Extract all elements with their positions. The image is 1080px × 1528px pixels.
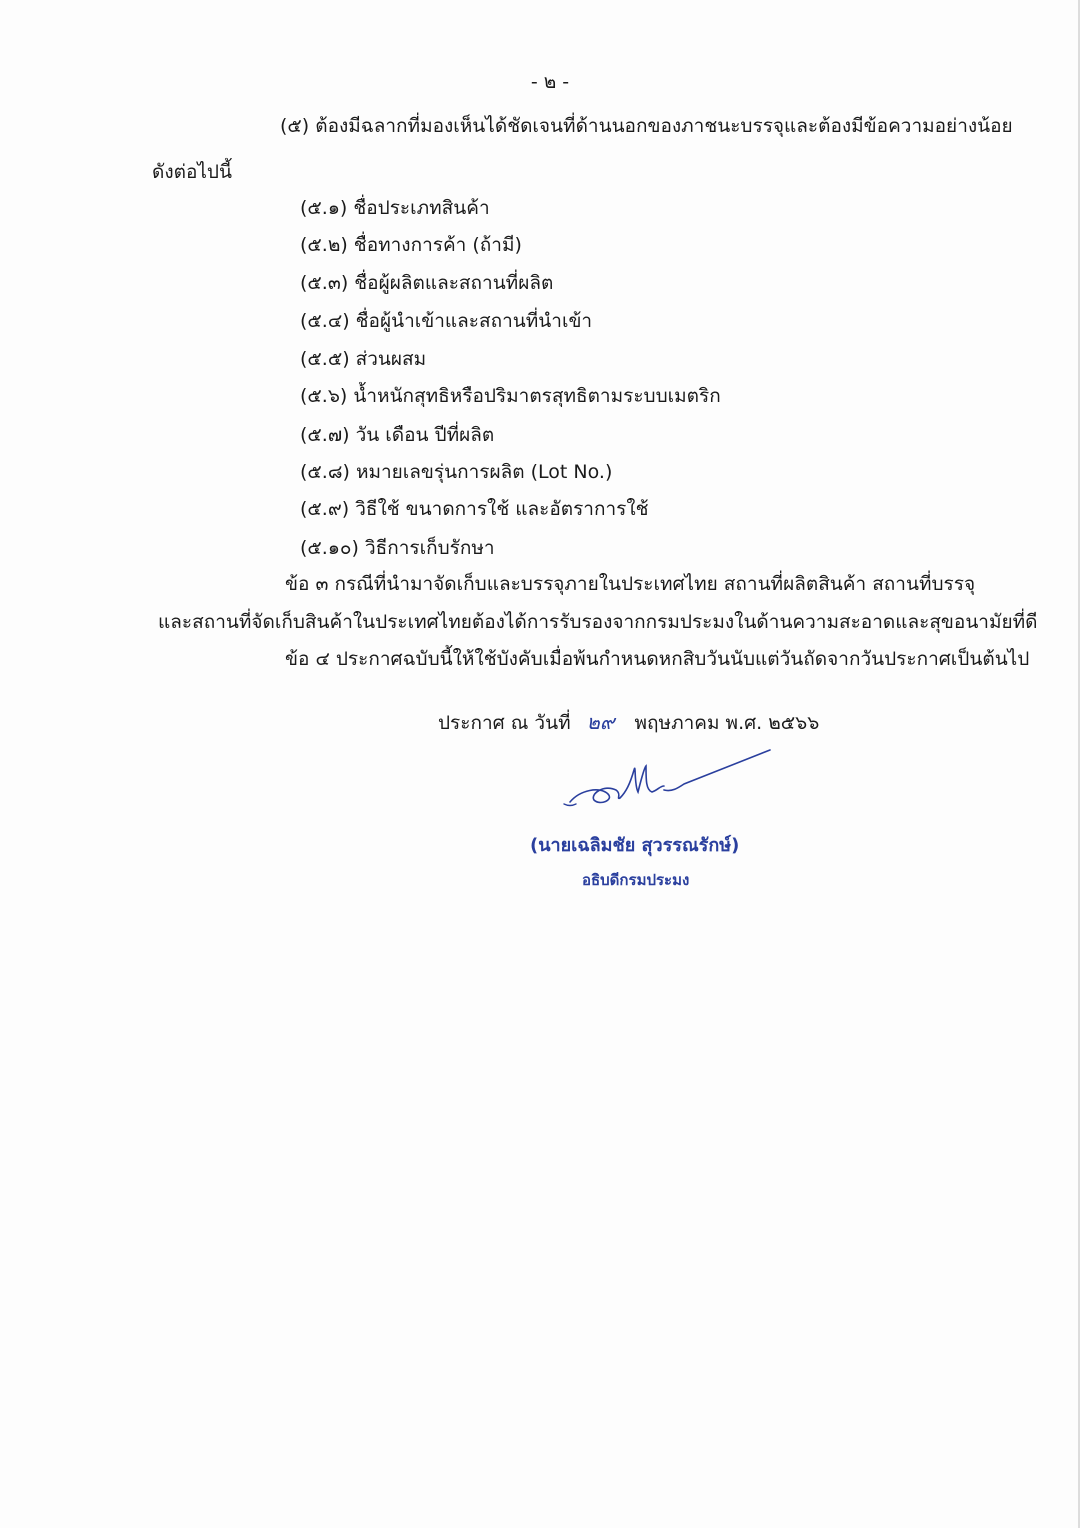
signer-name: (นายเฉลิมชัย สุวรรณรักษ์) xyxy=(530,835,740,856)
section5-item: (๕.๓) ชื่อผู้ผลิตและสถานที่ผลิต xyxy=(300,272,554,294)
clause-3-line-2: และสถานที่จัดเก็บสินค้าในประเทศไทยต้องได้การรับรองจากกรมประมงในด้านความสะอาดและสุขอนามัยที่ดี xyxy=(158,611,1038,633)
signer-title: อธิบดีกรมประมง xyxy=(582,871,690,889)
section5-item: (๕.๙) วิธีใช้ ขนาดการใช้ และอัตราการใช้ xyxy=(300,498,649,520)
section5-intro-continued: ดังต่อไปนี้ xyxy=(152,161,232,183)
section5-item: (๕.๕) ส่วนผสม xyxy=(300,348,427,370)
announcement-month-year: พฤษภาคม พ.ศ. ๒๕๖๖ xyxy=(634,712,820,734)
section5-item: (๕.๑) ชื่อประเภทสินค้า xyxy=(300,197,490,219)
handwritten-signature xyxy=(560,740,780,820)
section5-item: (๕.๖) น้ำหนักสุทธิหรือปริมาตรสุทธิตามระบบเมตริก xyxy=(300,385,721,407)
announcement-prefix: ประกาศ ณ วันที่ xyxy=(438,712,571,734)
clause-4: ข้อ ๔ ประกาศฉบับนี้ให้ใช้บังคับเมื่อพ้นกำหนดหกสิบวันนับแต่วันถัดจากวันประกาศเป็นต้นไป xyxy=(285,648,1030,670)
section5-item: (๕.๘) หมายเลขรุ่นการผลิต (Lot No.) xyxy=(300,461,613,483)
section5-intro: (๕) ต้องมีฉลากที่มองเห็นได้ชัดเจนที่ด้านนอกของภาชนะบรรจุและต้องมีข้อความอย่างน้อย xyxy=(280,115,1013,137)
handwritten-day: ๒๙ xyxy=(586,710,615,734)
section5-item: (๕.๗) วัน เดือน ปีที่ผลิต xyxy=(300,424,495,446)
section5-item: (๕.๑๐) วิธีการเก็บรักษา xyxy=(300,537,495,559)
clause-3-line-1: ข้อ ๓ กรณีที่นำมาจัดเก็บและบรรจุภายในประเทศไทย สถานที่ผลิตสินค้า สถานที่บรรจุ xyxy=(285,573,976,595)
section5-item: (๕.๒) ชื่อทางการค้า (ถ้ามี) xyxy=(300,234,522,256)
page-number: - ๒ - xyxy=(530,71,570,93)
announcement-date xyxy=(438,708,819,737)
section5-item: (๕.๔) ชื่อผู้นำเข้าและสถานที่นำเข้า xyxy=(300,310,593,332)
